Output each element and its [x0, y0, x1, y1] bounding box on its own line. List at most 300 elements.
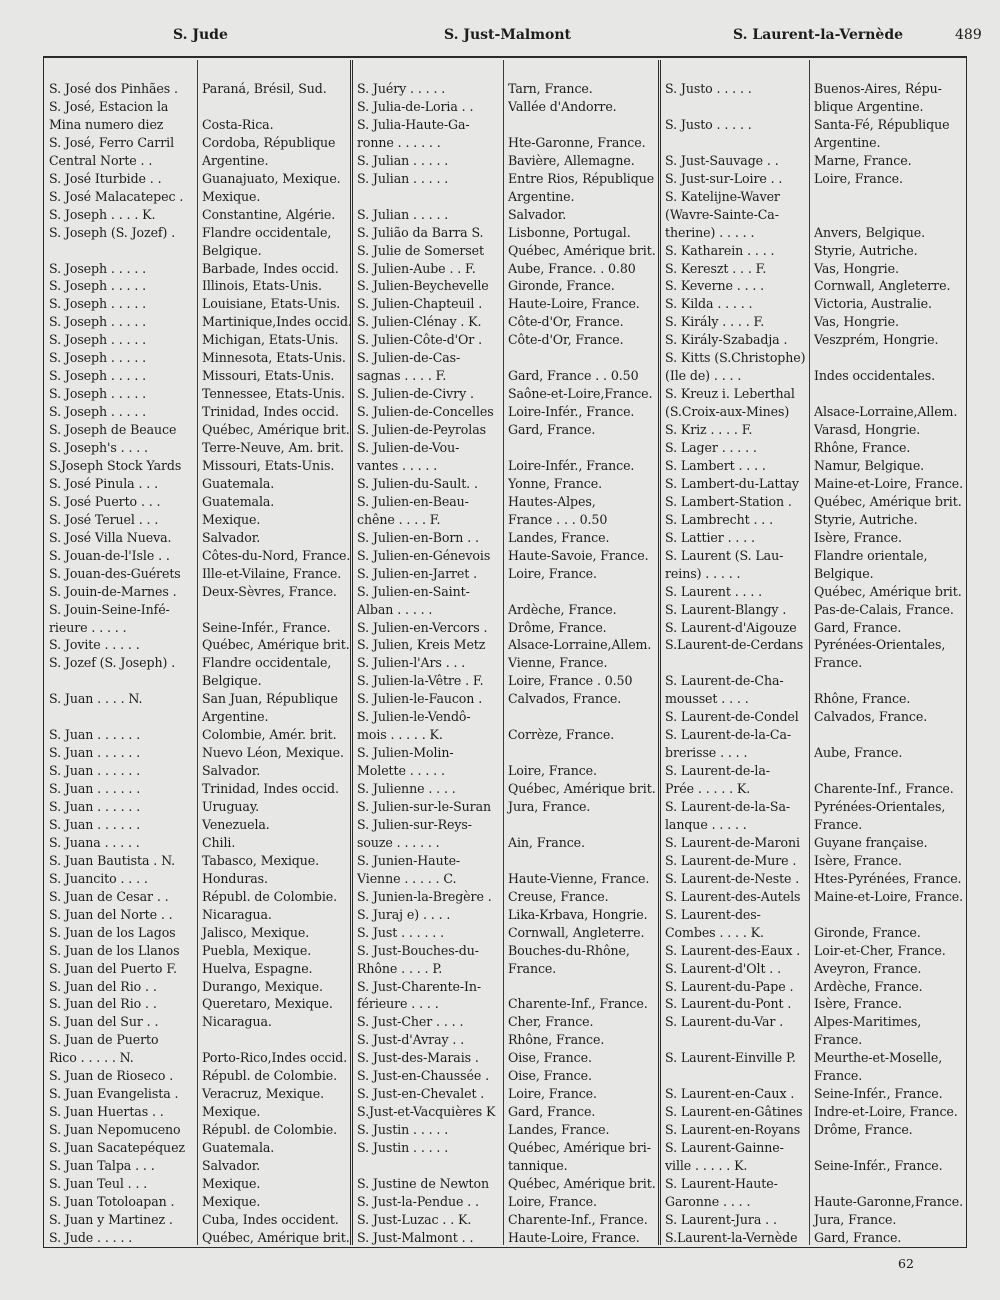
place-name: S. Juan . . . . . .	[49, 763, 141, 779]
column-rule	[503, 60, 504, 1245]
place-name: mois . . . . . K.	[357, 727, 443, 743]
place-location: Mexique.	[202, 188, 261, 204]
place-name: S. Laurent-d'Olt . .	[665, 960, 782, 976]
place-location: Indre-et-Loire, France.	[814, 1104, 958, 1120]
place-location: Costa-Rica.	[202, 116, 274, 132]
place-location: France.	[508, 960, 557, 976]
place-name: S.Joseph Stock Yards	[49, 457, 182, 473]
place-location: Rhône, France.	[814, 440, 911, 455]
column-rule	[197, 60, 198, 1245]
place-location: Htes-Pyrénées, France.	[814, 870, 962, 886]
place-name: S. José Villa Nueva.	[49, 529, 172, 545]
place-name: S. Laurent-de-la-Sa-	[665, 799, 791, 814]
place-name: S. Joseph . . . . .	[49, 332, 147, 348]
place-name: S. Laurent-Einville P.	[665, 1050, 796, 1066]
place-location: Loir-et-Cher, France.	[814, 942, 946, 958]
place-name: S. Just-Cher . . . .	[357, 1014, 464, 1030]
place-name: S. Just-des-Marais .	[357, 1050, 479, 1066]
place-location: Styrie, Autriche.	[814, 511, 918, 527]
place-location: Michigan, Etats-Unis.	[202, 332, 339, 348]
place-location: Jura, France.	[814, 1211, 897, 1227]
place-location: Côte-d'Or, France.	[508, 332, 624, 348]
place-name: Combes . . . . K.	[665, 924, 764, 940]
place-location: Cornwall, Angleterre.	[814, 278, 951, 294]
place-name: S. Julien, Kreis Metz	[357, 637, 486, 653]
place-location: Calvados, France.	[814, 709, 928, 725]
place-location: Québec, Amérique brit.	[508, 242, 656, 258]
place-name: S. Junien-la-Bregère .	[357, 888, 492, 904]
place-location: Creuse, France.	[508, 888, 609, 904]
place-location: Québec, Amérique bri-	[508, 1140, 651, 1156]
place-location: Québec, Amérique brit.	[508, 781, 656, 797]
place-location: Guatemala.	[202, 493, 275, 509]
place-name: S. Julien-Beychevelle	[357, 278, 489, 294]
place-location: Flandre occidentale,	[202, 655, 332, 671]
place-location: Colombie, Amér. brit.	[202, 727, 337, 743]
place-location: Flandre orientale,	[814, 547, 928, 563]
place-location: Rhône, France.	[508, 1032, 605, 1048]
place-location: Hte-Garonne, France.	[508, 134, 646, 150]
place-location: Vallée d'Andorre.	[508, 98, 617, 114]
place-location: Corrèze, France.	[508, 727, 615, 743]
place-location: France.	[814, 1032, 863, 1048]
place-name: S. Joseph . . . . .	[49, 314, 147, 330]
place-location: Buenos-Aires, Répu-	[814, 81, 942, 96]
place-name: S. Justo . . . . .	[665, 116, 752, 132]
place-location: Cher, France.	[508, 1014, 594, 1030]
place-name: S. Juan . . . . . .	[49, 745, 141, 761]
header-left-entry: S. Jude	[173, 27, 228, 43]
place-name: S. Julian . . . . .	[357, 170, 449, 186]
place-location: Mexique.	[202, 511, 261, 527]
place-name: ronne . . . . . .	[357, 134, 441, 150]
place-name: S. Laurent-de-Cha-	[665, 673, 784, 689]
place-name: S. Just-sur-Loire . .	[665, 170, 783, 186]
place-location: Lisbonne, Portugal.	[508, 224, 631, 240]
place-name: S. Juan de Puerto	[49, 1032, 159, 1048]
place-name: S. Julie de Somerset	[357, 242, 484, 258]
place-location: Martinique,Indes occid.	[202, 314, 352, 330]
place-name: S. Juan . . . . N.	[49, 691, 143, 707]
place-name: S. Julien-Molin-	[357, 745, 454, 761]
place-name: S. Juan del Norte . .	[49, 906, 173, 922]
place-name: S. Laurent-de-la-	[665, 763, 770, 779]
place-name: S. Joseph de Beauce	[49, 422, 177, 438]
place-location: Charente-Inf., France.	[508, 1211, 648, 1227]
place-name: S. Kilda . . . . .	[665, 296, 753, 312]
place-location: Hautes-Alpes,	[508, 493, 596, 509]
place-name: S. Justo . . . . .	[665, 81, 752, 96]
place-name: S. Julien-en-Génevois	[357, 547, 491, 563]
place-name: S. Laurent-de-Neste .	[665, 870, 800, 886]
place-name: S. Juan del Rio . .	[49, 996, 157, 1012]
place-name: S. Lambert-du-Lattay	[665, 475, 799, 491]
place-location: Constantine, Algérie.	[202, 206, 336, 222]
place-location: Porto-Rico,Indes occid.	[202, 1050, 348, 1066]
place-location: Aube, France.	[814, 745, 903, 761]
place-name: (Ile de) . . . .	[665, 368, 742, 384]
place-name: S. Laurent-d'Aigouze	[665, 619, 797, 635]
place-location: Indes occidentales.	[814, 368, 936, 384]
place-name: Vienne . . . . . C.	[357, 870, 457, 886]
place-name: S. Julien-de-Cas-	[357, 350, 461, 366]
place-name: S. Junien-Haute-	[357, 852, 461, 868]
place-name: therine) . . . . .	[665, 224, 755, 240]
place-name: S.Laurent-de-Cerdans	[665, 637, 804, 653]
place-name: S. Jouan-des-Guérets	[49, 565, 181, 581]
place-location: Landes, France.	[508, 529, 610, 545]
place-name: S. Juan de los Lagos	[49, 924, 176, 940]
place-name: S. Julian . . . . .	[357, 152, 449, 168]
place-location: Cornwall, Angleterre.	[508, 924, 645, 940]
place-name: S. Laurent-Blangy .	[665, 601, 787, 617]
place-location: Charente-Inf., France.	[814, 781, 954, 797]
place-location: Québec, Amérique brit.	[202, 422, 350, 438]
place-location: Veracruz, Mexique.	[202, 1086, 325, 1102]
place-name: S. Just-Malmont . .	[357, 1229, 474, 1245]
place-name: Alban . . . . .	[357, 601, 433, 617]
place-location: Québec, Amérique brit.	[814, 493, 962, 509]
place-location: Gironde, France.	[814, 924, 921, 940]
place-name: S. Laurent-de-Condel	[665, 709, 799, 725]
place-location: Trinidad, Indes occid.	[202, 404, 339, 420]
place-location: Oise, France.	[508, 1068, 592, 1084]
place-location: Rhône, France.	[814, 691, 911, 707]
place-location: Meurthe-et-Moselle,	[814, 1050, 943, 1066]
place-location: Côtes-du-Nord, France.	[202, 547, 351, 563]
place-name: S. Julien-Aube . . F.	[357, 260, 476, 276]
place-location: Varasd, Hongrie.	[814, 422, 921, 438]
place-location: Vienne, France.	[508, 655, 608, 671]
place-name: S. Julien-de-Concelles	[357, 404, 494, 420]
place-name: S. Laurent-du-Var .	[665, 1014, 784, 1030]
place-location: Argentine.	[814, 134, 881, 150]
place-location: Vas, Hongrie.	[814, 260, 899, 276]
place-name: sagnas . . . . F.	[357, 368, 447, 384]
place-location: Namur, Belgique.	[814, 457, 925, 473]
place-name: S. Julien-en-Saint-	[357, 583, 470, 599]
place-location: Paraná, Brésil, Sud.	[202, 81, 327, 96]
place-name: S. Just-d'Avray . .	[357, 1032, 465, 1048]
place-location: Québec, Amérique brit.	[508, 1175, 656, 1191]
place-location: France.	[814, 655, 863, 671]
place-location: Gard, France.	[814, 619, 902, 635]
place-name: S. Juan . . . . . .	[49, 727, 141, 743]
place-location: Argentine.	[508, 188, 575, 204]
place-name: S. Joseph . . . . K.	[49, 206, 156, 222]
place-location: Seine-Infér., France.	[202, 619, 331, 635]
place-name: S. Justin . . . . .	[357, 1140, 449, 1156]
place-name: S. Julien-de-Civry .	[357, 386, 474, 402]
place-location: Bavière, Allemagne.	[508, 152, 635, 168]
place-location: Maine-et-Loire, France.	[814, 475, 964, 491]
place-name: chêne . . . . F.	[357, 511, 441, 527]
place-name: S. Julião da Barra S.	[357, 224, 484, 240]
place-name: S. Jouin-de-Marnes .	[49, 583, 177, 599]
place-location: Salvador.	[202, 529, 261, 545]
place-name: S. Julien-sur-Reys-	[357, 816, 472, 832]
place-name: S. Lambert-Station .	[665, 493, 792, 509]
place-name: S. Jouin-Seine-Infé-	[49, 601, 170, 617]
place-location: Argentine.	[202, 152, 269, 168]
place-name: S. Just-Luzac . . K.	[357, 1211, 472, 1227]
place-name: S. Joseph . . . . .	[49, 278, 147, 294]
place-location: Landes, France.	[508, 1122, 610, 1138]
place-location: Illinois, Etats-Unis.	[202, 278, 322, 294]
place-location: Drôme, France.	[814, 1122, 913, 1138]
sheet-signature: 62	[898, 1256, 914, 1271]
place-location: Loire, France . 0.50	[508, 673, 633, 689]
place-location: Trinidad, Indes occid.	[202, 781, 339, 797]
header-right-entry: S. Laurent-la-Vernède	[733, 27, 904, 43]
place-name: Mina numero diez	[49, 116, 164, 132]
place-location: Haute-Savoie, France.	[508, 547, 649, 563]
place-name: S. Laurent-Jura . .	[665, 1211, 777, 1227]
place-location: Calvados, France.	[508, 691, 622, 707]
place-name: férieure . . . .	[357, 996, 439, 1012]
place-location: Ardèche, France.	[814, 978, 923, 994]
place-name: S. José dos Pinhães .	[49, 81, 178, 96]
place-name: ville . . . . . K.	[665, 1158, 748, 1173]
place-location: Barbade, Indes occid.	[202, 260, 339, 276]
place-location: Québec, Amérique brit.	[814, 583, 962, 599]
place-name: Rhône . . . . P.	[357, 960, 443, 976]
place-location: Loire-Infér., France.	[508, 404, 635, 420]
place-location: Santa-Fé, République	[814, 116, 950, 132]
place-location: Haute-Garonne,France.	[814, 1193, 964, 1209]
place-location: Aube, France. . 0.80	[508, 260, 636, 276]
place-location: Uruguay.	[202, 799, 260, 814]
place-location: Jalisco, Mexique.	[202, 924, 310, 940]
place-location: Drôme, France.	[508, 619, 607, 635]
place-location: Mexique.	[202, 1193, 261, 1209]
place-location: Nicaragua.	[202, 1014, 272, 1030]
place-name: lanque . . . . .	[665, 816, 747, 832]
place-location: Républ. de Colombie.	[202, 1068, 338, 1084]
place-location: Puebla, Mexique.	[202, 942, 312, 958]
place-location: Salvador.	[202, 763, 261, 779]
place-name: S. Laurent-en-Caux .	[665, 1086, 795, 1102]
place-name: S. Joseph . . . . .	[49, 404, 147, 420]
place-name: S. José Puerto . . .	[49, 493, 161, 509]
running-header	[0, 27, 1000, 47]
place-location: Loire, France.	[508, 1193, 597, 1209]
place-location: Missouri, Etats-Unis.	[202, 368, 335, 384]
place-location: Vas, Hongrie.	[814, 314, 899, 330]
place-location: Alpes-Maritimes,	[814, 1014, 922, 1030]
place-location: blique Argentine.	[814, 98, 924, 114]
place-name: S. Katharein . . . .	[665, 242, 775, 258]
place-location: Québec, Amérique brit.	[202, 637, 350, 653]
place-name: S. Juan de Cesar . .	[49, 888, 169, 904]
place-name: S. Juan . . . . . .	[49, 816, 141, 832]
place-name: S. Juan del Sur . .	[49, 1014, 159, 1030]
place-name: S. Julia-Haute-Ga-	[357, 116, 470, 132]
place-name: rieure . . . . .	[49, 619, 127, 635]
place-name: S. Juraj e) . . . .	[357, 906, 451, 922]
place-location: France.	[814, 1068, 863, 1084]
place-location: Pyrénées-Orientales,	[814, 637, 946, 653]
place-name: S. Lambrecht . . .	[665, 511, 773, 527]
place-name: S. Laurent-des-Eaux .	[665, 942, 801, 958]
page-number: 489	[955, 27, 982, 43]
place-name: S. José, Estacion la	[49, 98, 169, 114]
place-name: S. Joseph . . . . .	[49, 368, 147, 384]
place-name: S. José, Ferro Carril	[49, 134, 175, 150]
place-name: S. Julian . . . . .	[357, 206, 449, 222]
place-location: Veszprém, Hongrie.	[814, 332, 939, 348]
place-location: Missouri, Etats-Unis.	[202, 457, 335, 473]
place-name: S. Laurent-Gainne-	[665, 1140, 784, 1156]
place-location: Guatemala.	[202, 1140, 275, 1156]
place-location: Deux-Sèvres, France.	[202, 583, 337, 599]
place-name: vantes . . . . .	[357, 457, 438, 473]
place-location: Mexique.	[202, 1104, 261, 1120]
place-location: tannique.	[508, 1158, 568, 1173]
place-name: S. Julien-Clénay . K.	[357, 314, 482, 330]
place-location: Lika-Krbava, Hongrie.	[508, 906, 648, 922]
place-name: S. Julien-en-Beau-	[357, 493, 469, 509]
place-location: Argentine.	[202, 709, 269, 725]
place-name: S. Julien-l'Ars . . .	[357, 655, 466, 671]
place-name: S. José Teruel . . .	[49, 511, 159, 527]
place-name: S. Joseph . . . . .	[49, 260, 147, 276]
place-name: S. Julien-Côte-d'Or .	[357, 332, 482, 348]
place-name: S. Jozef (S. Joseph) .	[49, 655, 176, 671]
place-location: Républ. de Colombie.	[202, 888, 338, 904]
place-location: Loire, France.	[814, 170, 903, 186]
place-location: Belgique.	[814, 565, 874, 581]
place-location: Jura, France.	[508, 799, 591, 814]
place-name: S. Joseph . . . . .	[49, 350, 147, 366]
place-name: S. Joseph's . . . .	[49, 440, 148, 455]
place-location: Belgique.	[202, 673, 262, 689]
place-name: S. Just-Sauvage . .	[665, 152, 779, 168]
place-location: Québec, Amérique brit.	[202, 1229, 350, 1245]
place-name: mousset . . . .	[665, 691, 749, 707]
place-name: S. Laurent-de-Mure .	[665, 852, 797, 868]
place-location: Tabasco, Mexique.	[202, 852, 320, 868]
place-name: S. Just-Bouches-du-	[357, 942, 479, 958]
place-name: S. Juan de los Llanos	[49, 942, 180, 958]
place-name: Prée . . . . . K.	[665, 781, 751, 797]
place-location: Gard, France . . 0.50	[508, 368, 639, 384]
place-name: S. Just . . . . . .	[357, 924, 445, 940]
place-name: S. Juan y Martinez .	[49, 1211, 173, 1227]
place-location: Nuevo Léon, Mexique.	[202, 745, 344, 761]
place-name: S. Laurent-de-la-Ca-	[665, 727, 792, 743]
column-divider	[658, 60, 661, 1245]
place-name: S. Justine de Newton	[357, 1175, 489, 1191]
place-name: reins) . . . . .	[665, 565, 741, 581]
place-location: Maine-et-Loire, France.	[814, 888, 964, 904]
place-name: S. Juan de Rioseco .	[49, 1068, 174, 1084]
place-location: Seine-Infér., France.	[814, 1086, 943, 1102]
place-location: Guatemala.	[202, 475, 275, 491]
place-name: S. Laurent-des-Autels	[665, 888, 801, 904]
place-location: Oise, France.	[508, 1050, 592, 1066]
place-name: S. Julien-de-Vou-	[357, 440, 460, 455]
place-location: Entre Rios, République	[508, 170, 655, 186]
place-name: S. José Malacatepec .	[49, 188, 184, 204]
place-name: S. Laurent-des-	[665, 906, 761, 922]
header-center-entry: S. Just-Malmont	[444, 27, 572, 43]
place-location: Cuba, Indes occident.	[202, 1211, 339, 1227]
place-name: S. Juan Sacatepéquez	[49, 1140, 185, 1156]
place-name: S. Kitts (S.Christophe)	[665, 350, 806, 366]
place-name: S. Lattier . . . .	[665, 529, 755, 545]
place-location: Gard, France.	[508, 1104, 596, 1120]
place-name: (Wavre-Sainte-Ca-	[665, 206, 779, 222]
place-location: Cordoba, République	[202, 134, 336, 150]
place-name: S. Lager . . . . .	[665, 440, 757, 455]
place-location: Minnesota, Etats-Unis.	[202, 350, 346, 366]
place-location: Chili.	[202, 834, 236, 850]
place-name: S. Lambert . . . .	[665, 457, 766, 473]
place-name: S. Julien-du-Sault. .	[357, 475, 478, 491]
place-location: Saône-et-Loire,France.	[508, 386, 653, 402]
place-location: Loire, France.	[508, 763, 597, 779]
place-name: S. Laurent-de-Maroni	[665, 834, 800, 850]
place-name: S. Laurent-Haute-	[665, 1175, 778, 1191]
place-location: Bouches-du-Rhône,	[508, 942, 630, 958]
place-name: S. Laurent-du-Pape .	[665, 978, 794, 994]
place-name: S. Juan . . . . . .	[49, 781, 141, 797]
place-name: S. Justin . . . . .	[357, 1122, 449, 1138]
place-location: Guyane française.	[814, 834, 928, 850]
place-location: Gironde, France.	[508, 278, 615, 294]
place-location: Tarn, France.	[508, 81, 593, 96]
place-location: Charente-Inf., France.	[508, 996, 648, 1012]
place-name: S. Laurent (S. Lau-	[665, 547, 784, 563]
place-location: Alsace-Lorraine,Allem.	[814, 404, 958, 420]
place-location: Louisiane, Etats-Unis.	[202, 296, 341, 312]
place-location: Terre-Neuve, Am. brit.	[202, 440, 344, 455]
place-location: Honduras.	[202, 870, 268, 886]
place-location: Aveyron, France.	[814, 960, 922, 976]
place-name: Rico . . . . . N.	[49, 1050, 134, 1066]
place-location: Styrie, Autriche.	[814, 242, 918, 258]
place-location: Gard, France.	[508, 422, 596, 438]
place-location: Loire, France.	[508, 1086, 597, 1102]
place-name: S. Juana . . . . .	[49, 834, 140, 850]
place-location: Ain, France.	[508, 834, 585, 850]
place-name: S. Juan Huertas . .	[49, 1104, 164, 1120]
place-location: San Juan, République	[202, 691, 338, 707]
place-name: S. Julia-de-Loria . .	[357, 98, 474, 114]
place-location: Anvers, Belgique.	[814, 224, 926, 240]
place-location: Queretaro, Mexique.	[202, 996, 333, 1012]
place-name: S. Laurent-en-Gâtines	[665, 1104, 803, 1120]
place-name: S. Katelijne-Waver	[665, 188, 780, 204]
place-name: S. Julien-la-Vêtre . F.	[357, 673, 484, 689]
place-location: Mexique.	[202, 1175, 261, 1191]
place-name: S. Just-en-Chaussée .	[357, 1068, 490, 1084]
place-location: Salvador.	[508, 206, 567, 222]
place-name: (S.Croix-aux-Mines)	[665, 404, 790, 420]
place-name: S.Laurent-la-Vernède	[665, 1229, 798, 1245]
place-location: Victoria, Australie.	[814, 296, 932, 312]
place-location: Isère, France.	[814, 529, 902, 545]
place-name: Molette . . . . .	[357, 763, 445, 779]
place-name: S. Juan Talpa . . .	[49, 1158, 155, 1173]
column-divider	[350, 60, 353, 1245]
place-name: S. Juan Totoloapan .	[49, 1193, 175, 1209]
place-name: S. Jouan-de-l'Isle . .	[49, 547, 170, 563]
place-name: S. Julien-en-Jarret .	[357, 565, 478, 581]
place-location: Gard, France.	[814, 1229, 902, 1245]
place-location: Tennessee, Etats-Unis.	[202, 386, 345, 402]
